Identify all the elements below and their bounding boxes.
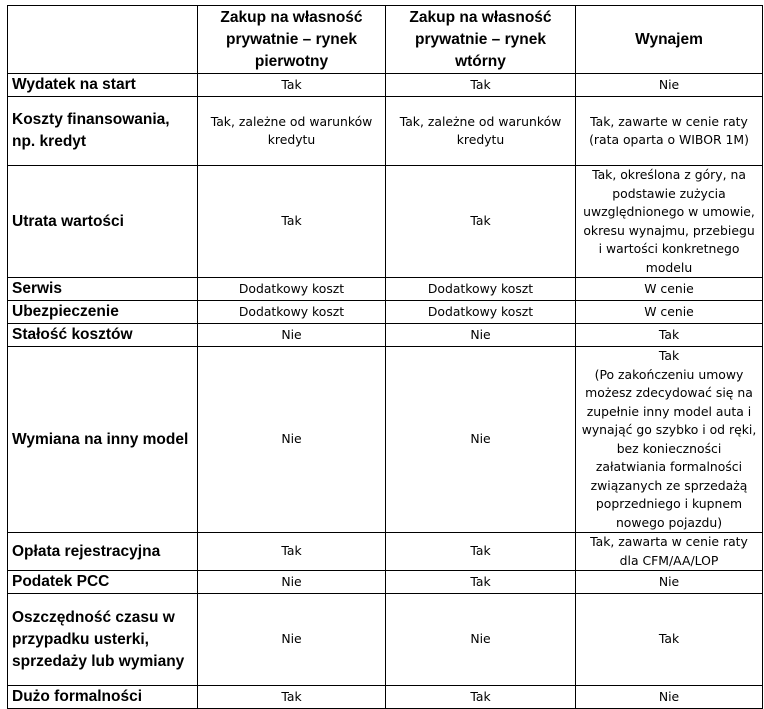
cell-primary: Tak xyxy=(198,686,386,709)
cell-rent: W cenie xyxy=(576,278,763,301)
cell-secondary: Nie xyxy=(386,347,576,533)
row-label: Wymiana na inny model xyxy=(8,347,198,533)
table-row xyxy=(8,533,763,571)
cell-secondary: Tak xyxy=(386,74,576,97)
row-label: Wydatek na start xyxy=(8,74,198,97)
table-row xyxy=(8,278,763,301)
row-label: Serwis xyxy=(8,278,198,301)
row-label: Podatek PCC xyxy=(8,571,198,594)
cell-primary: Dodatkowy koszt xyxy=(198,301,386,324)
cell-secondary: Tak xyxy=(386,166,576,278)
comparison-table xyxy=(7,5,763,709)
cell-primary: Dodatkowy koszt xyxy=(198,278,386,301)
table-row xyxy=(8,324,763,347)
cell-primary: Tak xyxy=(198,533,386,571)
row-label: Stałość kosztów xyxy=(8,324,198,347)
table-row xyxy=(8,97,763,166)
header-primary-market: Zakup na własność prywatnie – rynek pierwotny xyxy=(198,6,386,74)
cell-rent: Nie xyxy=(576,686,763,709)
cell-primary: Nie xyxy=(198,594,386,686)
cell-primary: Nie xyxy=(198,347,386,533)
cell-secondary: Tak, zależne od warunków kredytu xyxy=(386,97,576,166)
header-secondary-market: Zakup na własność prywatnie – rynek wtórny xyxy=(386,6,576,74)
row-label: Utrata wartości xyxy=(8,166,198,278)
row-label: Ubezpieczenie xyxy=(8,301,198,324)
header-rent: Wynajem xyxy=(576,6,763,74)
table-row xyxy=(8,594,763,686)
cell-secondary: Tak xyxy=(386,571,576,594)
row-label: Oszczędność czasu w przypadku usterki, sprzedaży lub wymiany xyxy=(8,594,198,686)
cell-rent: Tak (Po zakończeniu umowy możesz zdecydować się na zupełnie inny model auta i wynająć go szybko i od ręki, bez konieczności załatwiania formalności związanych ze sprzedażą poprzedniego i kupnem nowego pojazdu) xyxy=(576,347,763,533)
cell-secondary: Nie xyxy=(386,324,576,347)
table-row xyxy=(8,74,763,97)
cell-rent: Tak, zawarte w cenie raty (rata oparta o WIBOR 1M) xyxy=(576,97,763,166)
table-row xyxy=(8,347,763,533)
cell-rent: W cenie xyxy=(576,301,763,324)
cell-rent: Tak, zawarta w cenie raty dla CFM/AA/LOP xyxy=(576,533,763,571)
row-label: Koszty finansowania, np. kredyt xyxy=(8,97,198,166)
table-row xyxy=(8,166,763,278)
cell-rent: Tak, określona z góry, na podstawie zużycia uwzględnionego w umowie, okresu wynajmu, przebiegu i wartości konkretnego modelu xyxy=(576,166,763,278)
cell-secondary: Nie xyxy=(386,594,576,686)
cell-primary: Nie xyxy=(198,571,386,594)
cell-secondary: Tak xyxy=(386,533,576,571)
cell-primary: Tak, zależne od warunków kredytu xyxy=(198,97,386,166)
cell-secondary: Dodatkowy koszt xyxy=(386,301,576,324)
cell-rent: Nie xyxy=(576,571,763,594)
header-row xyxy=(8,6,763,74)
cell-secondary: Tak xyxy=(386,686,576,709)
table-row xyxy=(8,571,763,594)
row-label: Opłata rejestracyjna xyxy=(8,533,198,571)
cell-primary: Nie xyxy=(198,324,386,347)
header-blank xyxy=(8,6,198,74)
cell-rent: Tak xyxy=(576,594,763,686)
row-label: Dużo formalności xyxy=(8,686,198,709)
cell-primary: Tak xyxy=(198,74,386,97)
cell-secondary: Dodatkowy koszt xyxy=(386,278,576,301)
cell-rent: Tak xyxy=(576,324,763,347)
cell-primary: Tak xyxy=(198,166,386,278)
table-row xyxy=(8,301,763,324)
table-row xyxy=(8,686,763,709)
cell-rent: Nie xyxy=(576,74,763,97)
